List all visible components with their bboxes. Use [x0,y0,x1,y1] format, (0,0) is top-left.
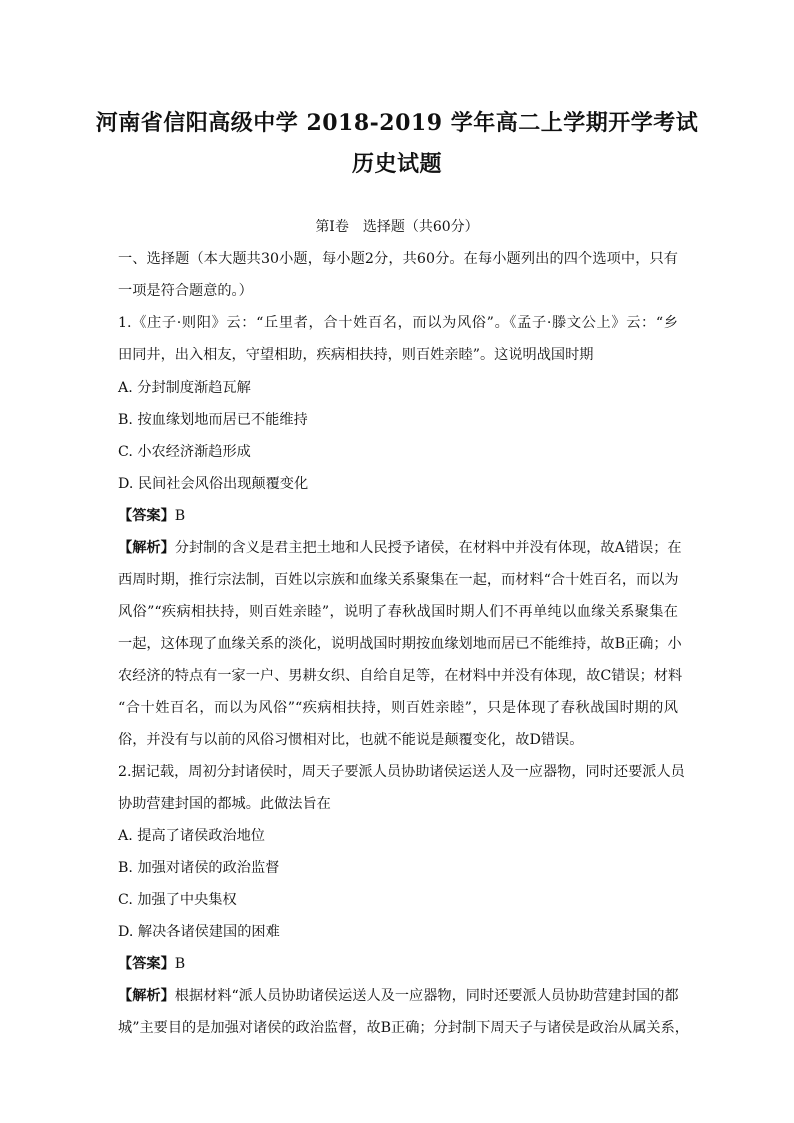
question-2-stem-line: 2.据记载，周初分封诸侯时，周天子要派人员协助诸侯运送人及一应器物，同时还要派人员 [118,764,685,780]
section-heading: 第Ⅰ卷 选择题（共60分） [315,219,479,235]
question-2-option-b: B. 加强对诸侯的政治监督 [118,860,280,876]
answer-label: 【答案】 [118,508,175,524]
question-1-answer [118,505,678,525]
exam-subject-title: 历史试题 [351,151,442,177]
question-1-analysis-line: 农经济的特点有一家一户、男耕女织、自给自足等，在材料中并没有体现，故C错误；材料 [118,668,683,684]
question-2-stem-line: 协助营建封国的都城。此做法旨在 [118,796,331,812]
answer-value: B [174,508,186,524]
question-1-option-b: B. 按血缘划地而居已不能维持 [118,412,308,428]
analysis-label: 【解析】 [118,988,175,1004]
question-1-analysis-line [118,537,682,557]
instruction-line: 一、选择题（本大题共30小题，每小题2分，共60分。在每小题列出的四个选项中，只有 [118,251,678,267]
question-1-option-d: D. 民间社会风俗出现颠覆变化 [118,476,309,492]
question-1-analysis-line: “合十姓百名，而以为风俗”“疾病相扶持，则百姓亲睦”，只是体现了春秋战国时期的风 [118,700,678,716]
question-1-analysis-line: 西周时期，推行宗法制，百姓以宗族和血缘关系聚集在一起，而材料“合十姓百名，而以为 [118,572,679,588]
answer-value: B [174,956,186,972]
instruction-line: 一项是符合题意的。） [118,283,253,299]
question-1-analysis-line: 风俗”“疾病相扶持，则百姓亲睦”，说明了春秋战国时期人们不再单纯以血缘关系聚集在 [118,604,678,620]
exam-title: 河南省信阳高级中学 2018-2019 学年高二上学期开学考试 [95,110,699,136]
question-1-option-c: C. 小农经济渐趋形成 [118,444,251,460]
analysis-label: 【解析】 [118,540,175,556]
analysis-text: 分封制的含义是君主把土地和人民授予诸侯，在材料中并没有体现，故A错误；在 [174,540,682,556]
question-2-answer [118,953,678,973]
question-1-analysis-line: 一起，这体现了血缘关系的淡化，说明战国时期按血缘划地而居已不能维持，故B正确；小 [118,636,682,652]
answer-label: 【答案】 [118,956,175,972]
question-1-option-a: A. 分封制度渐趋瓦解 [118,380,251,396]
question-2-option-a: A. 提高了诸侯政治地位 [118,828,265,844]
question-1-stem-line: 1.《庄子·则阳》云：“丘里者，合十姓百名，而以为风俗”。《孟子·滕文公上》云：“乡 [118,315,678,331]
analysis-text: 根据材料“派人员协助诸侯运送人及一应器物，同时还要派人员协助营建封国的都 [174,988,679,1004]
question-2-analysis-line: 城”主要目的是加强对诸侯的政治监督，故B正确；分封制下周天子与诸侯是政治从属关系， [118,1020,689,1036]
question-1-analysis-line: 俗，并没有与以前的风俗习惯相对比，也就不能说是颠覆变化，故D错误。 [118,732,584,748]
question-2-option-d: D. 解决各诸侯建国的困难 [118,924,280,940]
question-2-option-c: C. 加强了中央集权 [118,892,237,908]
question-2-analysis-line [118,985,678,1005]
question-1-stem-line: 田同井，出入相友，守望相助，疾病相扶持，则百姓亲睦”。这说明战国时期 [118,347,594,363]
